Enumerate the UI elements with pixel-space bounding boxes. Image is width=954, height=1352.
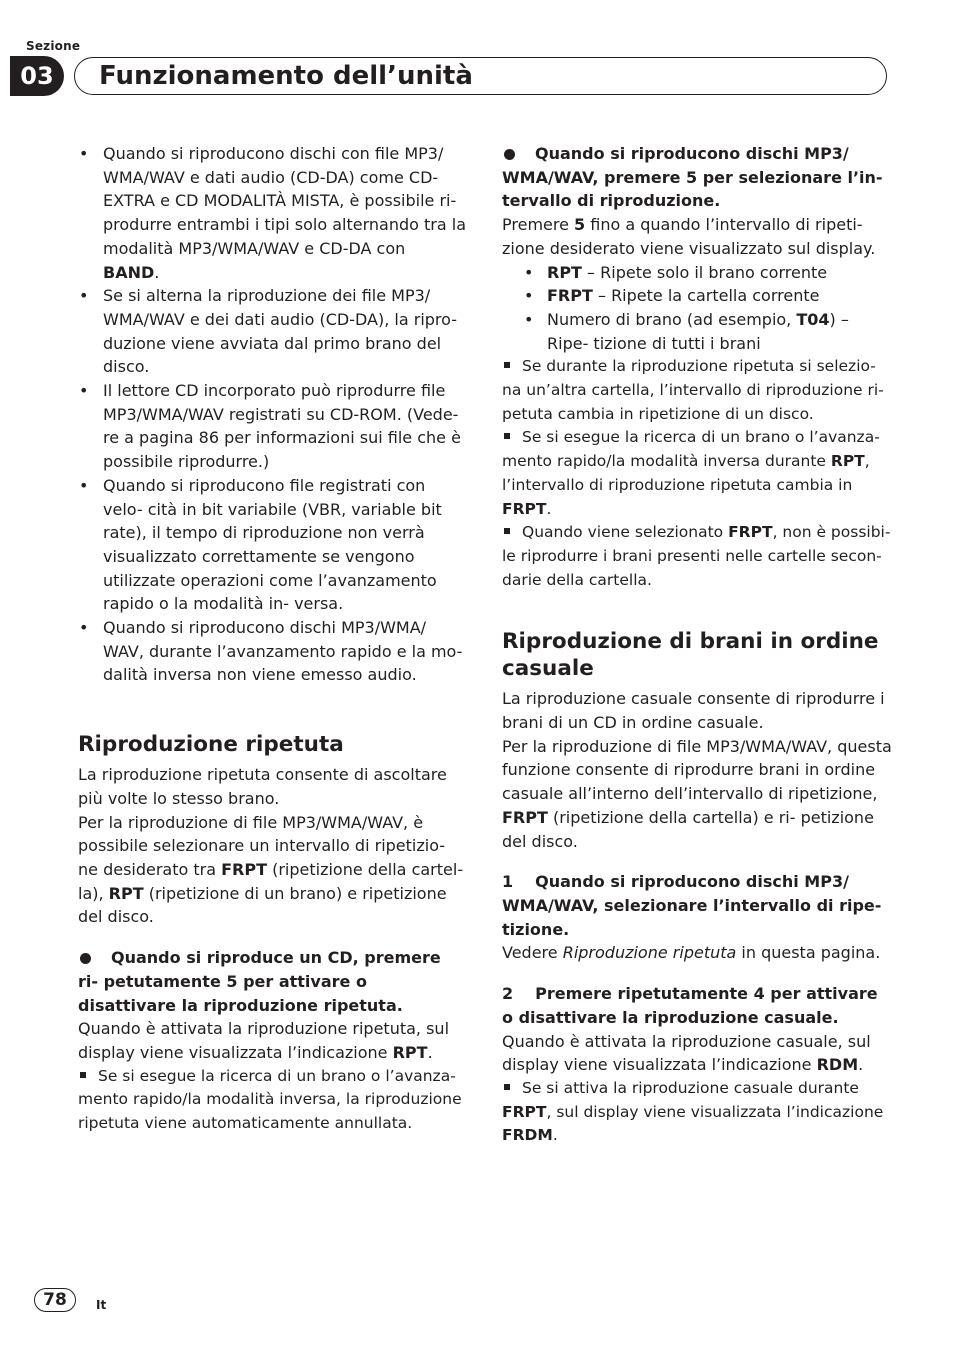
range-options-list <box>502 261 892 356</box>
random-paragraph: Per la riproduzione di file MP3/WMA/WAV, questa funzione consente di riprodurre brani in ordine casuale all’interno dell’intervallo di ripetizione, FRPT (ripetizione della cartella) e ri- petizione del disco. <box>502 736 892 851</box>
left-column <box>78 142 466 1136</box>
step-mp3-body: Premere 5 fino a quando l’intervallo di ripeti- zione desiderato viene visualizzato sul display. <box>502 215 876 258</box>
step-cd-body: Quando è attivata la riproduzione ripetuta, sul display viene visualizzata l’indicazione RPT. <box>78 1019 450 1062</box>
notes-list <box>78 142 466 687</box>
step-2-body: Quando è attivata la riproduzione casuale, sul display viene visualizzata l’indicazione RDM. <box>502 1031 871 1075</box>
list-item: • RPT – Ripete solo il brano corrente <box>502 261 892 285</box>
bullet-dot-icon <box>80 953 91 964</box>
list-item: • Quando si riproducono file registrati con velo- cità in bit variabile (VBR, variable bit rate), il tempo di riproduzione non verrà visualizzato correttamente se vengono utilizzate operazioni come l’avanzamento rapido o la modalità in- versa. <box>78 474 466 616</box>
list-item: • Il lettore CD incorporato può riprodurre file MP3/WMA/WAV registrati su CD-ROM. (Vede- re a pagina 86 per informazioni sui file che è possibile riprodurre.) <box>78 379 466 474</box>
right-column <box>502 142 892 1148</box>
list-item: • FRPT – Ripete la cartella corrente <box>502 284 892 308</box>
repeat-paragraph: Per la riproduzione di file MP3/WMA/WAV, è possibile selezionare un intervallo di ripetizio- ne desiderato tra FRPT (ripetizione della cartel- la), RPT (ripetizione di un brano) e ripetizione del disco. <box>78 812 464 927</box>
random-heading: Riproduzione di brani in ordine casuale <box>502 629 879 682</box>
step-cd-repeat: Quando si riproduce un CD, premere ri- petutamente 5 per attivare o disattivare la riproduzione ripetuta. <box>78 948 441 1015</box>
list-item: • Numero di brano (ad esempio, T04) – Ripe- tizione di tutti i brani <box>502 308 892 355</box>
page-number: 78 <box>34 1288 76 1312</box>
step-1-body: Vedere Riproduzione ripetuta in questa pagina. <box>502 943 881 963</box>
section-number-badge: 03 <box>10 56 64 96</box>
random-intro: La riproduzione casuale consente di riprodurre i brani di un CD in ordine casuale. <box>502 689 885 733</box>
note-folder-change: Se durante la riproduzione ripetuta si selezio- na un’altra cartella, l’intervallo di riproduzione ri- petuta cambia in ripetizione di un disco. <box>502 355 892 426</box>
bullet-dot-icon <box>504 149 515 160</box>
step-mp3-range: Quando si riproducono dischi MP3/ WMA/WAV, premere 5 per selezionare l’in- tervallo di riproduzione. <box>502 144 883 211</box>
note-search: Se si esegue la ricerca di un brano o l’avanza- mento rapido/la modalità inversa durante RPT, l’intervallo di riproduzione ripetuta cambia in FRPT. <box>502 426 892 521</box>
list-item: • Quando si riproducono dischi MP3/WMA/ WAV, durante l’avanzamento rapido e la mo- dalità inversa non viene emesso audio. <box>78 616 466 687</box>
list-item: • Se si alterna la riproduzione dei file MP3/ WMA/WAV e dei dati audio (CD-DA), la ripro- duzione viene avviata dal primo brano del disco. <box>78 284 466 379</box>
note-subfolders: Quando viene selezionato FRPT, non è possibi- le riprodurre i brani presenti nelle cartelle secon- darie della cartella. <box>502 521 892 592</box>
repeat-heading: Riproduzione ripetuta <box>78 732 344 758</box>
step-2: 2 Premere ripetutamente 4 per attivare o disattivare la riproduzione casuale. <box>502 984 878 1027</box>
chapter-header <box>74 57 887 95</box>
list-item: • Quando si riproducono dischi con file MP3/ WMA/WAV e dati audio (CD-DA) come CD- EXTRA e CD MODALITÀ MISTA, è possibile ri- produrre entrambi i tipi solo alternando tra la modalità MP3/WMA/WAV e CD-DA con BAND. <box>78 142 466 284</box>
step-cd-note: Se si esegue la ricerca di un brano o l’avanza- mento rapido/la modalità inversa, la riproduzione ripetuta viene automaticamente annullata. <box>78 1065 466 1136</box>
chapter-title: Funzionamento dell’unità <box>99 61 473 91</box>
repeat-intro: La riproduzione ripetuta consente di ascoltare più volte lo stesso brano. <box>78 765 447 808</box>
step-2-note: Se si attiva la riproduzione casuale durante FRPT, sul display viene visualizzata l’indicazione FRDM. <box>502 1077 892 1148</box>
section-label: Sezione <box>26 39 81 53</box>
language-code: It <box>96 1298 107 1312</box>
step-1: 1 Quando si riproducono dischi MP3/ WMA/WAV, selezionare l’intervallo di ripe- tizione. <box>502 872 882 939</box>
